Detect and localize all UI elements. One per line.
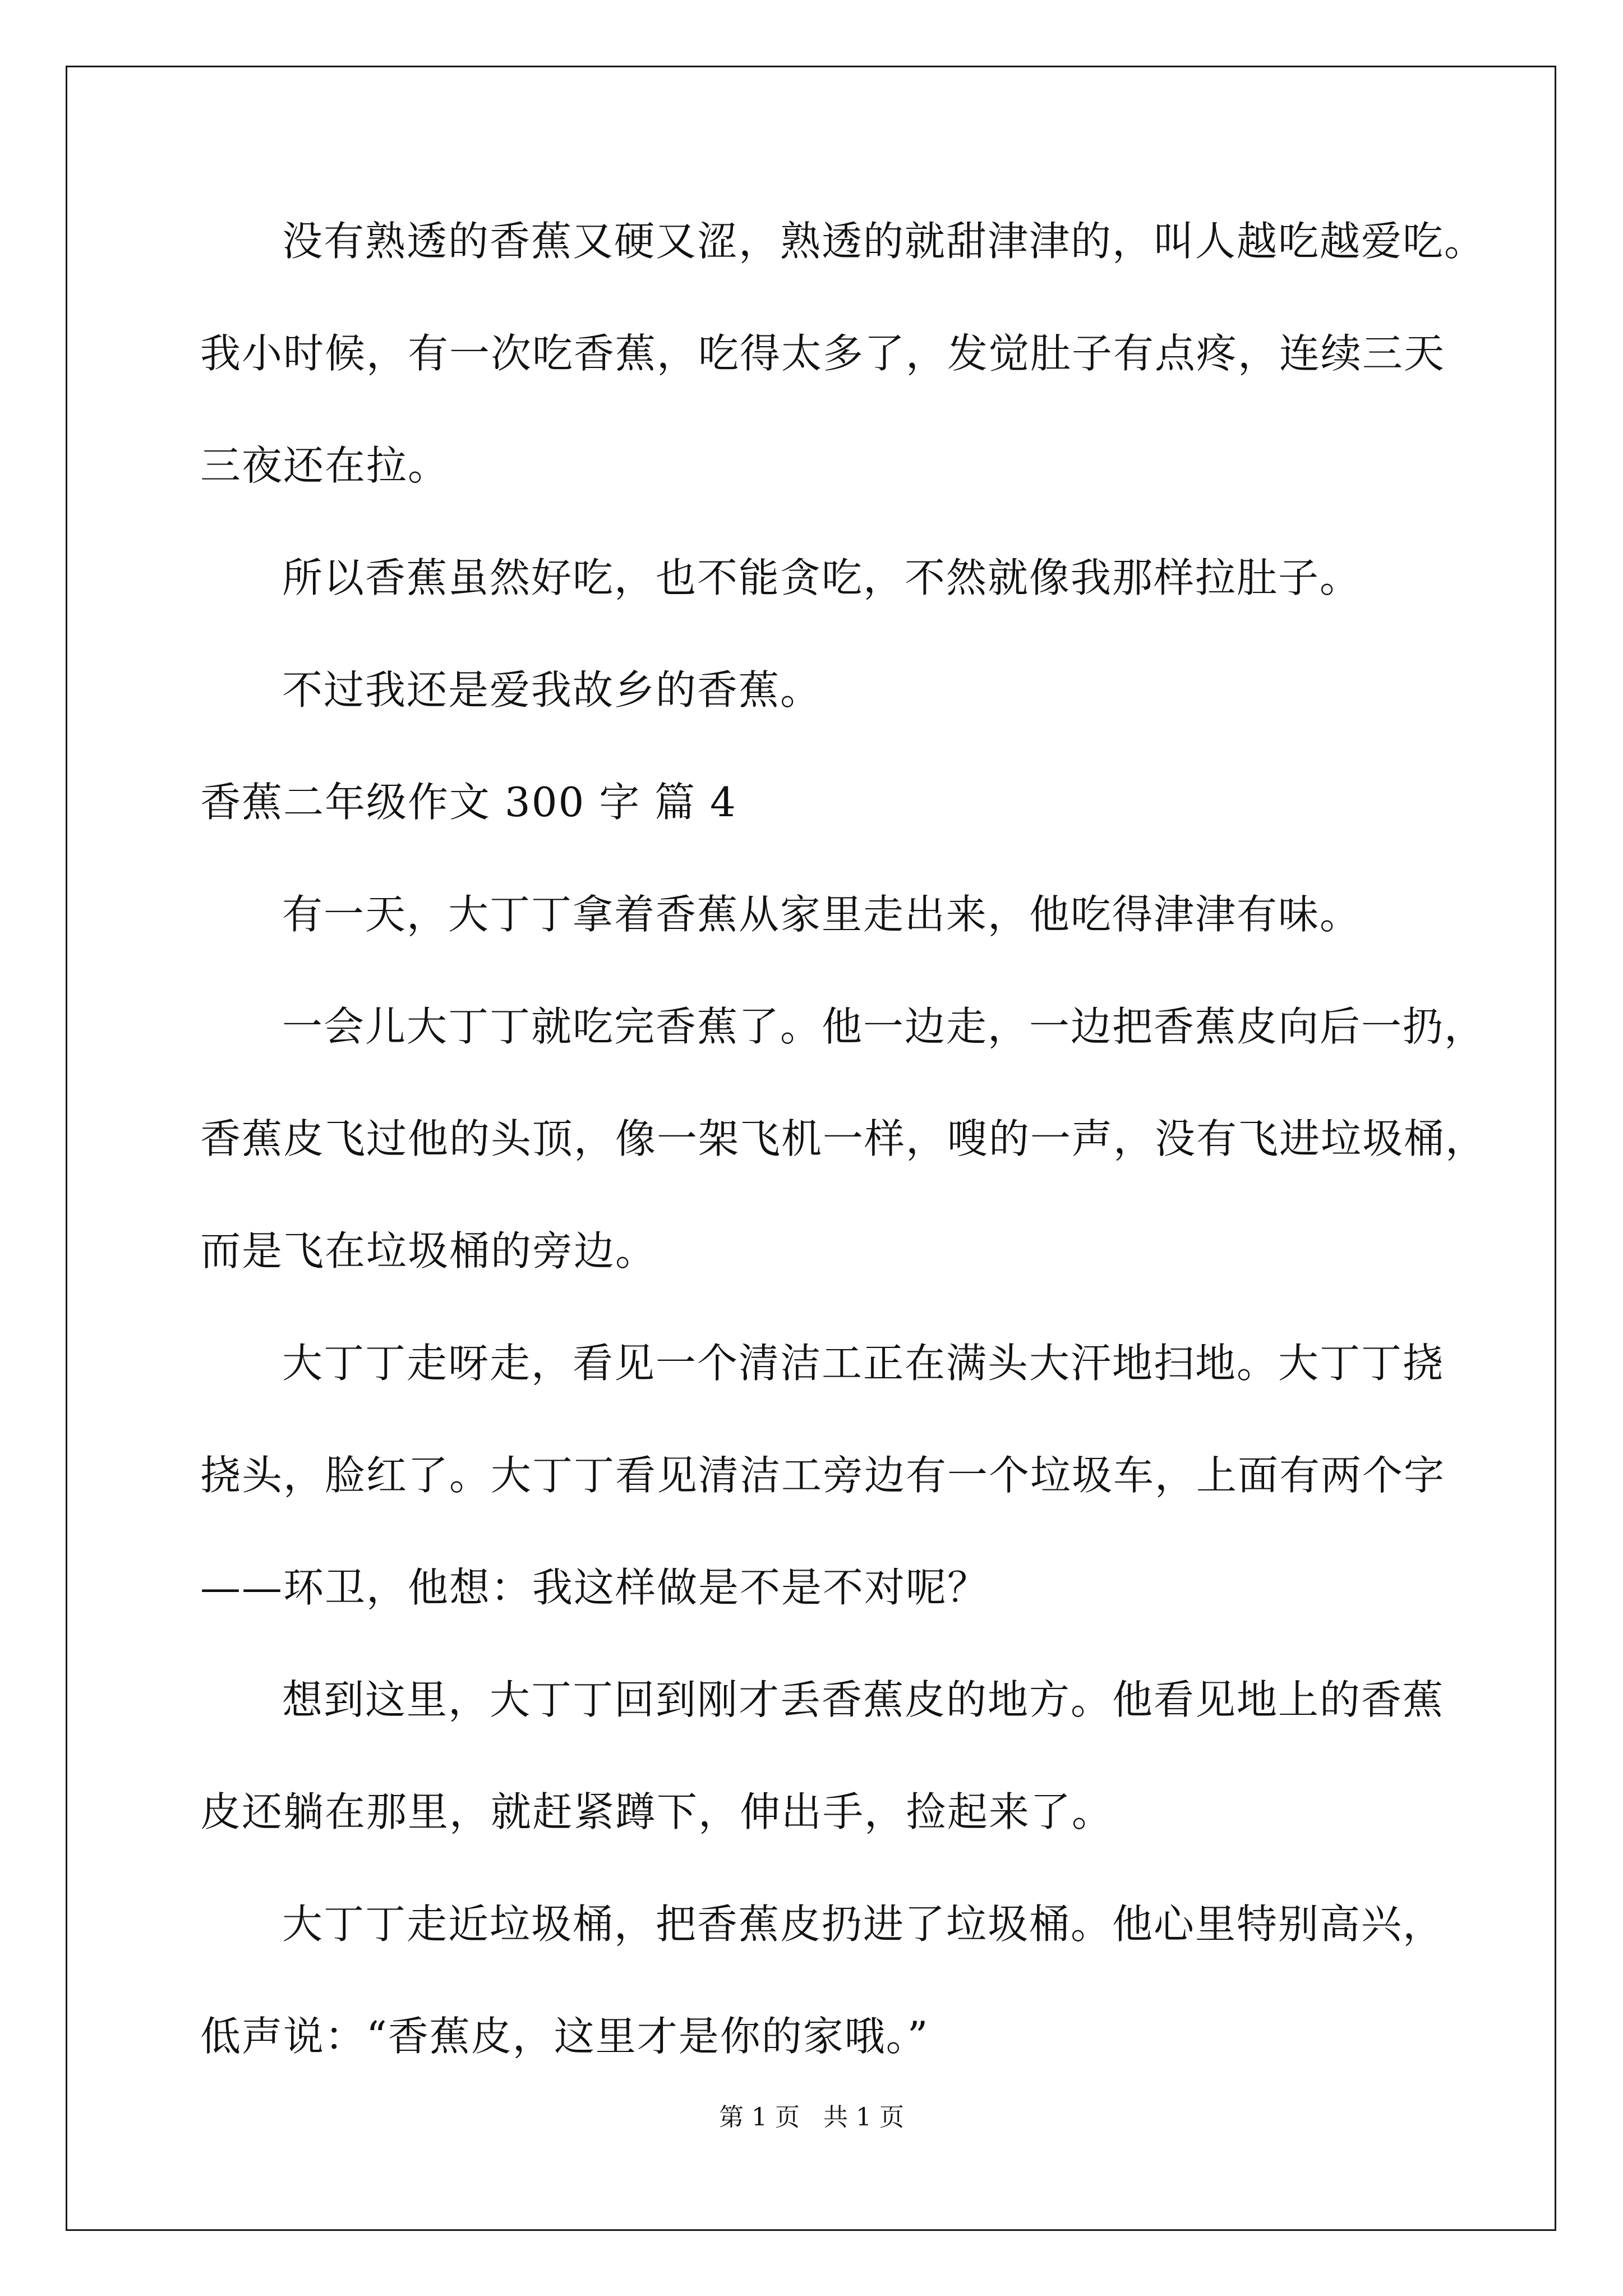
paragraph-line: 没有熟透的香蕉又硬又涩，熟透的就甜津津的，叫人越吃越爱吃。	[282, 218, 1486, 265]
paragraph-line: 一会儿大丁丁就吃完香蕉了。他一边走，一边把香蕉皮向后一扔，	[282, 1003, 1486, 1050]
paragraph-line: 皮还躺在那里，就赶紧蹲下，伸出手，捡起来了。	[200, 1788, 1114, 1835]
page-number-current: 第 1 页	[719, 2103, 800, 2132]
paragraph-line: 香蕉皮飞过他的头顶，像一架飞机一样，嗖的一声，没有飞进垃圾桶，	[200, 1115, 1487, 1162]
paragraph-line: 低声说：“香蕉皮，这里才是你的家哦。”	[200, 2013, 929, 2060]
paragraph-line: 大丁丁走近垃圾桶，把香蕉皮扔进了垃圾桶。他心里特别高兴，	[282, 1901, 1445, 1948]
paragraph-line: 想到这里，大丁丁回到刚才丢香蕉皮的地方。他看见地上的香蕉	[282, 1676, 1445, 1723]
page-number-total: 共 1 页	[823, 2103, 904, 2132]
section-heading: 香蕉二年级作文 300 字 篇 4	[200, 779, 737, 826]
paragraph-line: ——环卫，他想：我这样做是不是不对呢？	[200, 1564, 989, 1611]
paragraph-line: 而是飞在垃圾桶的旁边。	[200, 1227, 657, 1274]
paragraph-line: 有一天，大丁丁拿着香蕉从家里走出来，他吃得津津有味。	[282, 891, 1362, 938]
paragraph-line: 大丁丁走呀走，看见一个清洁工正在满头大汗地扫地。大丁丁挠	[282, 1340, 1445, 1387]
page-footer	[0, 2101, 1623, 2134]
paragraph-line: 我小时候，有一次吃香蕉，吃得太多了，发觉肚子有点疼，连续三天	[200, 330, 1446, 377]
paragraph-line: 所以香蕉虽然好吃，也不能贪吃，不然就像我那样拉肚子。	[282, 554, 1362, 601]
paragraph-line: 挠头，脸红了。大丁丁看见清洁工旁边有一个垃圾车，上面有两个字	[200, 1452, 1446, 1499]
paragraph-line: 不过我还是爱我故乡的香蕉。	[282, 666, 822, 714]
paragraph-line: 三夜还在拉。	[200, 442, 450, 489]
